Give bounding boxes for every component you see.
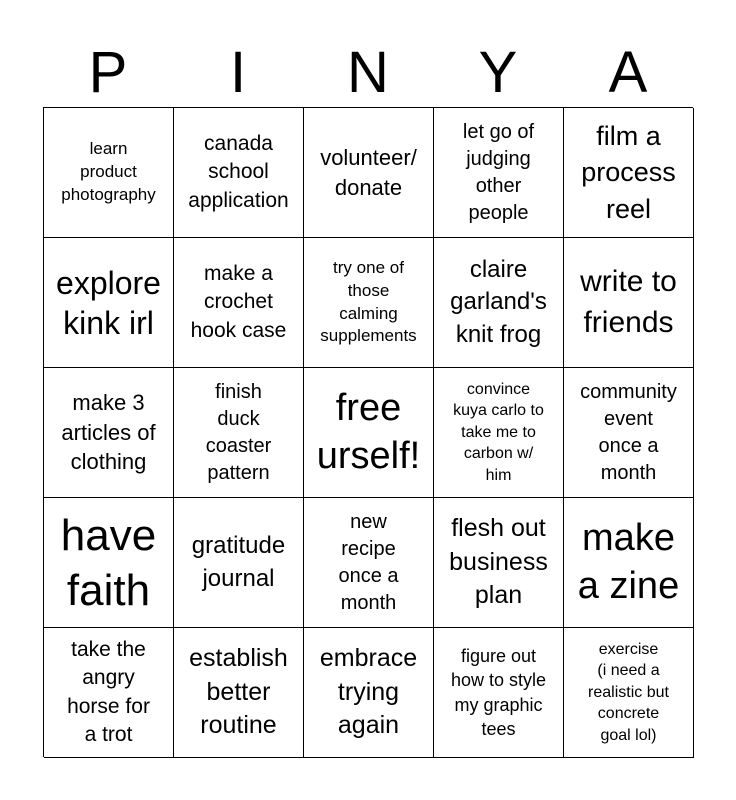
bingo-cell[interactable]: have faith	[44, 498, 174, 628]
header-letter-p: P	[88, 40, 128, 105]
bingo-cell[interactable]: embrace trying again	[304, 628, 434, 758]
bingo-board	[43, 107, 693, 757]
bingo-cell[interactable]: new recipe once a month	[304, 498, 434, 628]
bingo-cell[interactable]: make 3 articles of clothing	[44, 368, 174, 498]
bingo-cell[interactable]: let go of judging other people	[434, 108, 564, 238]
bingo-cell[interactable]: finish duck coaster pattern	[174, 368, 304, 498]
bingo-cell[interactable]: flesh out business plan	[434, 498, 564, 628]
bingo-cell[interactable]: learn product photography	[44, 108, 174, 238]
bingo-cell[interactable]: try one of those calming supplements	[304, 238, 434, 368]
bingo-cell[interactable]: claire garland's knit frog	[434, 238, 564, 368]
bingo-cell[interactable]: convince kuya carlo to take me to carbon w/ him	[434, 368, 564, 498]
header-letter-n: N	[347, 40, 389, 105]
header-letter-a: A	[608, 40, 648, 105]
bingo-cell[interactable]: gratitude journal	[174, 498, 304, 628]
bingo-cell[interactable]: volunteer/ donate	[304, 108, 434, 238]
bingo-cell[interactable]: film a process reel	[564, 108, 694, 238]
bingo-cell[interactable]: make a crochet hook case	[174, 238, 304, 368]
bingo-cell[interactable]: take the angry horse for a trot	[44, 628, 174, 758]
bingo-cell[interactable]: figure out how to style my graphic tees	[434, 628, 564, 758]
header-letter-i: I	[229, 40, 247, 105]
bingo-cell[interactable]: make a zine	[564, 498, 694, 628]
bingo-cell[interactable]: explore kink irl	[44, 238, 174, 368]
header-letter-y: Y	[478, 40, 518, 105]
bingo-cell[interactable]: establish better routine	[174, 628, 304, 758]
bingo-header	[43, 38, 693, 108]
bingo-cell[interactable]: community event once a month	[564, 368, 694, 498]
bingo-cell[interactable]: canada school application	[174, 108, 304, 238]
bingo-cell[interactable]: write to friends	[564, 238, 694, 368]
bingo-cell[interactable]: exercise (i need a realistic but concrete goal lol)	[564, 628, 694, 758]
bingo-cell-free[interactable]: free urself!	[304, 368, 434, 498]
